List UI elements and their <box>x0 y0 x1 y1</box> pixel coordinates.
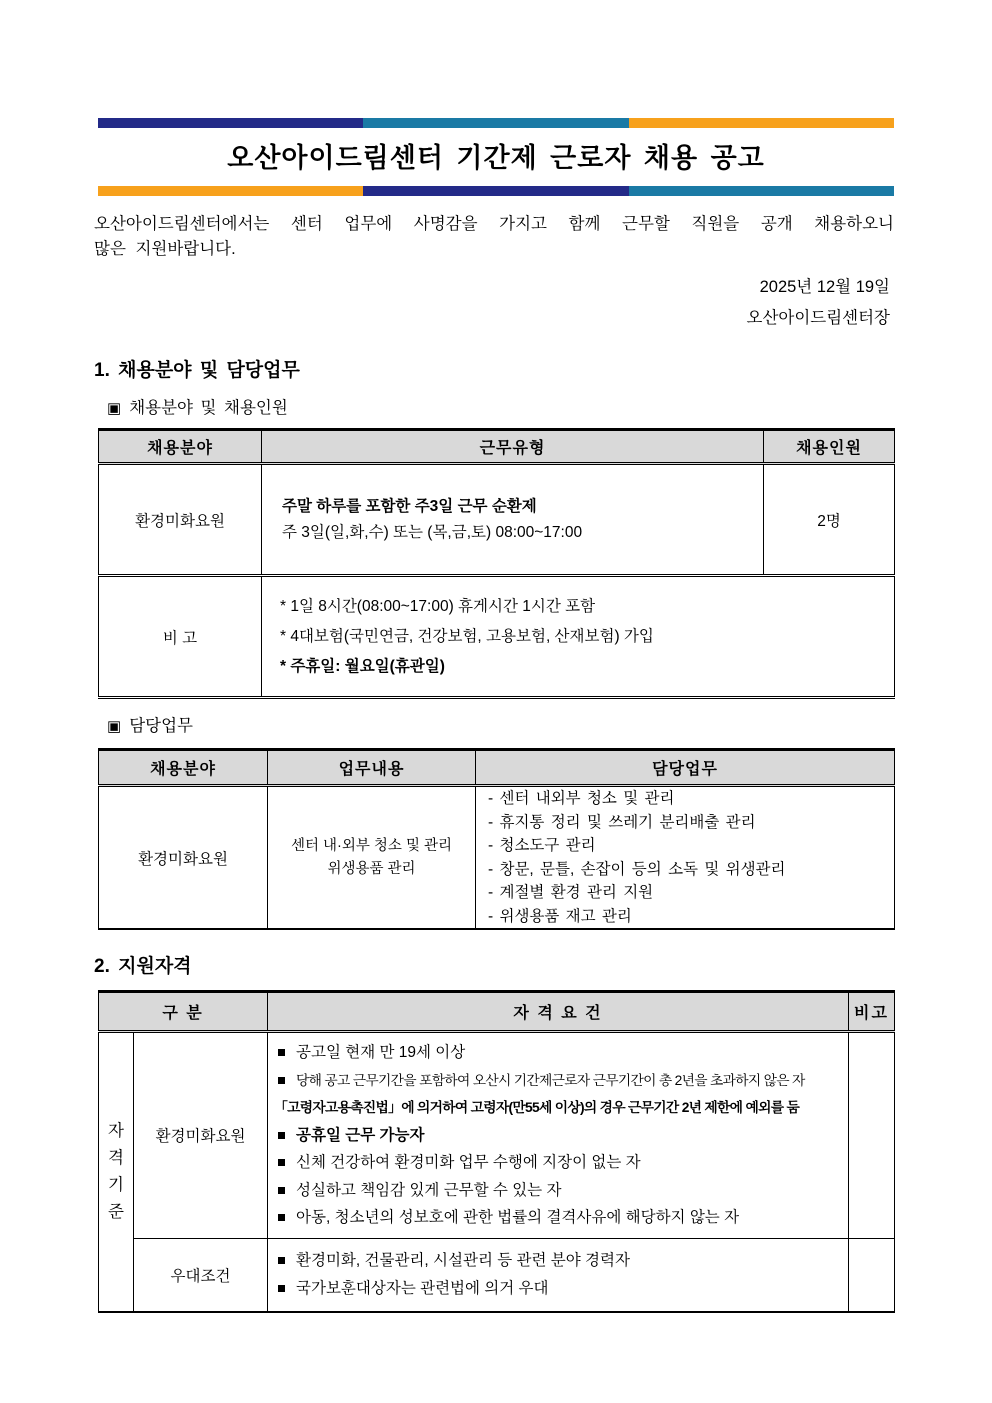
signature-text: 오산아이드림센터장 <box>746 309 890 327</box>
qual-item-text: 「고령자고용촉진법」에 의거하여 고령자(만55세 이상)의 경우 근무기간 2년 제한에 예외를 둠 <box>274 1100 800 1115</box>
square-marker-icon: ▣ <box>107 400 122 417</box>
qual-item-text: 당해 공고 근무기간을 포함하여 오산시 기간제근로자 근무기간이 총 2년을 초과하지 않은 자 <box>296 1072 805 1088</box>
duty-table-header-row <box>99 750 895 786</box>
square-bullet-icon <box>278 1257 285 1264</box>
recruit-table-main-row <box>99 464 895 576</box>
work-line-2: 위생용품 관리 <box>327 860 416 877</box>
note-label-cell: 비 고 <box>99 576 262 698</box>
duty-item-1: - 센터 내외부 청소 및 관리 <box>488 790 675 807</box>
note-item-2: * 4대보험(국민연금, 건강보험, 고용보험, 산재보험) 가입 <box>280 627 654 645</box>
duty-item-2: - 휴지통 정리 및 쓰레기 분리배출 관리 <box>488 813 756 831</box>
qual-header-requirement: 자 격 요 건 <box>268 992 849 1032</box>
duty-table-row <box>99 786 895 930</box>
top-bar-navy-segment <box>98 118 363 128</box>
title-underline-color-bar <box>98 186 894 196</box>
duty-list-cell <box>476 786 895 930</box>
qual-items-cell <box>268 1238 849 1312</box>
qual-item <box>268 1122 846 1150</box>
bottom-bar-teal-segment <box>629 186 894 196</box>
qualification-table <box>98 990 895 1313</box>
qual-item <box>268 1149 846 1177</box>
qual-item-text: 환경미화, 건물관리, 시설관리 등 관련 분야 경력자 <box>296 1252 630 1270</box>
qual-items-cell <box>268 1032 849 1239</box>
group-char-3: 기 <box>108 1176 124 1194</box>
duty-table <box>98 748 895 930</box>
top-bar-orange-segment <box>629 118 894 128</box>
qual-row-label-cell: 우대조건 <box>134 1238 268 1312</box>
duty-work-cell <box>268 786 476 930</box>
square-bullet-icon <box>278 1049 285 1056</box>
bottom-bar-navy-segment <box>363 186 628 196</box>
qual-item <box>268 1275 846 1303</box>
document-title: 오산아이드림센터 기간제 근로자 채용 공고 <box>227 143 765 173</box>
top-bar-teal-segment <box>363 118 628 128</box>
qual-table-row-criteria <box>99 1032 895 1239</box>
bottom-bar-orange-segment <box>98 186 363 196</box>
qual-item <box>268 1094 846 1122</box>
group-char-4: 준 <box>108 1203 124 1221</box>
intro-line-1: 오산아이드림센터에서는 센터 업무에 사명감을 가지고 함께 근무할 직원을 공개 채용하오니 <box>94 215 894 233</box>
recruit-header-field: 채용분야 <box>99 430 262 464</box>
qual-table-row-preference <box>99 1238 895 1312</box>
duty-item-6: - 위생용품 재고 관리 <box>488 907 632 925</box>
qual-item <box>268 1067 846 1095</box>
square-bullet-icon <box>278 1159 285 1166</box>
worktype-line-2: 주 3일(일,화,수) 또는 (목,금,토) 08:00~17:00 <box>282 523 583 541</box>
qual-group-label-cell <box>99 1032 134 1313</box>
section-2-heading: 2. 지원자격 <box>94 956 192 977</box>
recruit-header-worktype: 근무유형 <box>262 430 764 464</box>
duty-header-work: 업무내용 <box>268 750 476 786</box>
top-color-bar <box>98 118 894 128</box>
qual-item-text: 공휴일 근무 가능자 <box>296 1126 425 1144</box>
square-bullet-icon <box>278 1214 285 1221</box>
duty-item-4: - 창문, 문틀, 손잡이 등의 소독 및 위생관리 <box>488 860 786 878</box>
note-content-cell <box>262 576 895 698</box>
duty-item-5: - 계절별 환경 관리 지원 <box>488 884 654 901</box>
qual-item-text: 신체 건강하여 환경미화 업무 수행에 지장이 없는 자 <box>296 1154 641 1171</box>
qual-item <box>268 1039 846 1067</box>
recruit-table-note-row <box>99 576 895 698</box>
square-bullet-icon <box>278 1077 285 1084</box>
square-bullet-icon <box>278 1285 285 1292</box>
subsection-recruit-label: 채용분야 및 채용인원 <box>129 399 288 417</box>
recruit-table <box>98 428 895 699</box>
qual-item-text: 성실하고 책임감 있게 근무할 수 있는 자 <box>296 1181 562 1199</box>
qual-item <box>268 1204 846 1232</box>
section-1-heading: 1. 채용분야 및 담당업무 <box>94 360 300 381</box>
duty-field-cell: 환경미화요원 <box>99 786 268 930</box>
work-line-1: 센터 내·외부 청소 및 관리 <box>290 837 452 854</box>
duty-item-3: - 청소도구 관리 <box>488 837 596 854</box>
intro-paragraph <box>94 212 894 262</box>
qual-remark-cell <box>849 1238 895 1312</box>
subsection-duty-heading <box>107 712 193 736</box>
intro-line-2: 많은 지원바랍니다. <box>94 240 236 258</box>
recruit-header-count: 채용인원 <box>764 430 895 464</box>
qual-item-text: 아동, 청소년의 성보호에 관한 법률의 결격사유에 해당하지 않는 자 <box>296 1209 740 1226</box>
recruit-count-cell: 2명 <box>764 464 895 576</box>
qual-header-group: 구 분 <box>99 992 268 1032</box>
qual-item-text: 공고일 현재 만 19세 이상 <box>296 1044 466 1061</box>
qual-item <box>268 1247 846 1275</box>
recruit-worktype-cell <box>262 464 764 576</box>
qual-item <box>268 1177 846 1205</box>
group-char-2: 격 <box>108 1149 124 1167</box>
note-item-1: * 1일 8시간(08:00~17:00) 휴게시간 1시간 포함 <box>280 597 596 615</box>
subsection-duty-label: 담당업무 <box>129 717 193 735</box>
note-item-3: * 주휴일: 월요일(휴관일) <box>280 657 445 675</box>
date-text: 2025년 12월 19일 <box>759 278 890 296</box>
worktype-line-1: 주말 하루를 포함한 주3일 근무 순환제 <box>282 497 537 515</box>
square-bullet-icon <box>278 1132 285 1139</box>
group-char-1: 자 <box>108 1122 124 1140</box>
qual-table-header-row <box>99 992 895 1032</box>
subsection-recruit-heading <box>107 394 288 418</box>
qual-header-remark: 비고 <box>849 992 895 1032</box>
qual-item-text: 국가보훈대상자는 관련법에 의거 우대 <box>296 1279 549 1297</box>
recruit-field-cell: 환경미화요원 <box>99 464 262 576</box>
square-marker-icon: ▣ <box>107 718 122 735</box>
recruit-table-header-row <box>99 430 895 464</box>
duty-header-field: 채용분야 <box>99 750 268 786</box>
qual-remark-cell <box>849 1032 895 1239</box>
duty-header-duty: 담당업무 <box>476 750 895 786</box>
square-bullet-icon <box>278 1187 285 1194</box>
qual-row-label-cell: 환경미화요원 <box>134 1032 268 1239</box>
